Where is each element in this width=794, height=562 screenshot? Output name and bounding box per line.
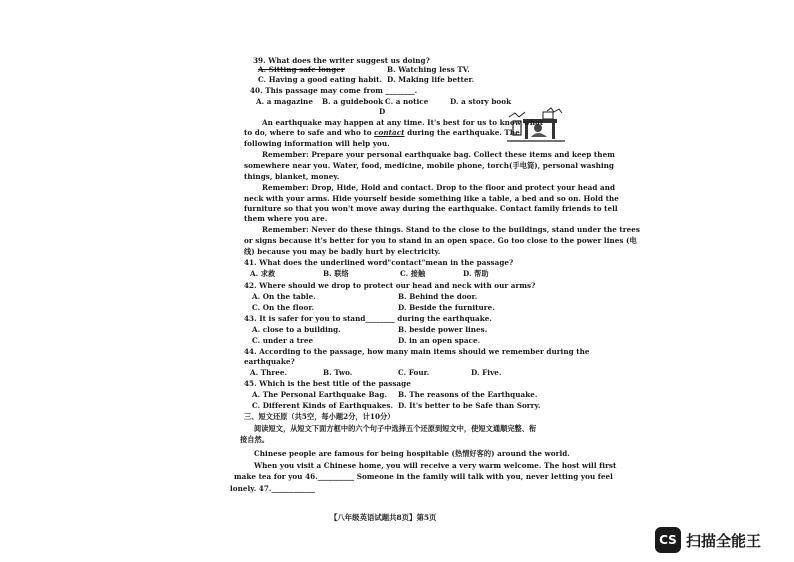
passage-p4-line3: 线) because you may be badly hurt by electricity. bbox=[244, 247, 441, 256]
q39-option-a: A. Sitting safe longer bbox=[258, 65, 345, 74]
section3-text-line3: make tea for you 46.__________ Someone in the family will talk with you, never letting you feel bbox=[234, 472, 613, 481]
passage-p1-line1: An earthquake may happen at any time. It's best for us to know what bbox=[262, 118, 544, 127]
q44-option-c: C. Four. bbox=[398, 368, 430, 377]
q39-option-d: D. Making life better. bbox=[387, 75, 475, 84]
q44-stem-line1: 44. According to the passage, how many main items should we remember during the bbox=[244, 347, 590, 356]
q42-option-c: C. On the floor. bbox=[252, 303, 315, 312]
q40-stem: 40. This passage may come from ________. bbox=[250, 86, 418, 95]
q42-stem: 42. Where should we drop to protect our head and neck with our arms? bbox=[244, 281, 536, 290]
q45-option-d: D. It's better to be Safe than Sorry. bbox=[398, 401, 541, 410]
q45-option-a: A. The Personal Earthquake Bag. bbox=[252, 390, 387, 399]
q44-option-d: D. Five. bbox=[471, 368, 502, 377]
section3-instruction-line1: 阅读短文，从短文下面方框中的六个句子中选择五个还原到短文中，使短文通顺完整、衔 bbox=[254, 424, 537, 433]
q39-option-b: B. Watching less TV. bbox=[387, 65, 470, 74]
q45-option-c: C. Different Kinds of Earthquakes. bbox=[252, 401, 394, 410]
q41-option-a: A. 求救 bbox=[250, 269, 276, 278]
q39-option-c: C. Having a good eating habit. bbox=[258, 75, 383, 84]
section3-text-line2: When you visit a Chinese home, you will receive a very warm welcome. The host will first bbox=[254, 461, 617, 470]
q44-option-b: B. Two. bbox=[323, 368, 353, 377]
q45-option-b: B. The reasons of the Earthquake. bbox=[398, 390, 538, 399]
section3-text-line1: Chinese people are famous for being hospitable (热情好客的) around the world. bbox=[254, 449, 570, 458]
q43-option-c: C. under a tree bbox=[252, 336, 314, 345]
section3-instruction-line2: 接自然。 bbox=[240, 435, 269, 444]
q41-option-d: D. 帮助 bbox=[463, 269, 489, 278]
q41-stem: 41. What does the underlined word"contact"mean in the passage? bbox=[244, 258, 514, 267]
passage-p3-line4: them where you are. bbox=[244, 214, 328, 223]
passage-p4-line1: Remember: Never do these things. Stand to the close to the buildings, stand under the trees bbox=[262, 225, 640, 234]
q43-option-a: A. close to a building. bbox=[252, 325, 341, 334]
passage-p3-line2: neck with your arms. Hide yourself beside something like a table, a bed and so on. Hold the bbox=[244, 194, 619, 203]
passage-p1-line3: following information will help you. bbox=[244, 139, 390, 148]
underlined-word-contact: contact bbox=[374, 128, 405, 137]
passage-p4-line2: or signs because it's better for you to stand in an open space. Go too close to the power lines (电 bbox=[244, 236, 637, 245]
q44-stem-line2: earthquake? bbox=[244, 357, 295, 366]
camscanner-brand-name: 扫描全能王 bbox=[686, 532, 762, 550]
passage-p2-line2: somewhere near you. Water, food, medicine, mobile phone, torch(手电筒), personal washing bbox=[244, 161, 614, 170]
q40-option-c: C. a notice bbox=[385, 97, 429, 106]
q40-option-b: B. a guidebook bbox=[322, 97, 384, 106]
q42-option-d: D. Beside the furniture. bbox=[398, 303, 495, 312]
passage-p1-line2: to do, where to safe and who to contact during the earthquake. The bbox=[244, 128, 520, 137]
q43-option-b: B. beside power lines. bbox=[398, 325, 488, 334]
passage-p2-line1: Remember: Prepare your personal earthquake bag. Collect these items and keep them bbox=[262, 150, 615, 159]
q45-stem: 45. Which is the best title of the passage bbox=[244, 379, 411, 388]
q42-option-a: A. On the table. bbox=[252, 292, 316, 301]
q42-option-b: B. Behind the door. bbox=[398, 292, 478, 301]
q43-option-d: D. in an open space. bbox=[398, 336, 481, 345]
passage-p3-line3: furniture so that you won't move away during the earthquake. Contact family friends to tell bbox=[244, 204, 618, 213]
page-footer: 【八年级英语试题共8页】第5页 bbox=[330, 513, 437, 522]
q40-option-a: A. a magazine bbox=[256, 97, 313, 106]
q44-option-a: A. Three. bbox=[250, 368, 288, 377]
camscanner-logo-icon: CS bbox=[655, 527, 681, 553]
passage-p3-line1: Remember: Drop, Hide, Hold and contact. Drop to the floor and protect your head and bbox=[262, 183, 616, 192]
q39-stem: 39. What does the writer suggest us doing? bbox=[253, 56, 430, 65]
passage-p2-line3: things, blanket, money. bbox=[244, 172, 340, 181]
section-letter: D bbox=[379, 107, 386, 116]
section3-heading: 三、短文还原（共5空，每小题2分，计10分） bbox=[244, 412, 395, 421]
q43-stem: 43. It is safer for you to stand________ during the earthquake. bbox=[244, 314, 492, 323]
q41-option-b: B. 联络 bbox=[323, 269, 349, 278]
q40-option-d: D. a story book bbox=[450, 97, 512, 106]
section3-text-line4: lonely. 47.____________ bbox=[230, 484, 316, 493]
q41-option-c: C. 接触 bbox=[400, 269, 426, 278]
